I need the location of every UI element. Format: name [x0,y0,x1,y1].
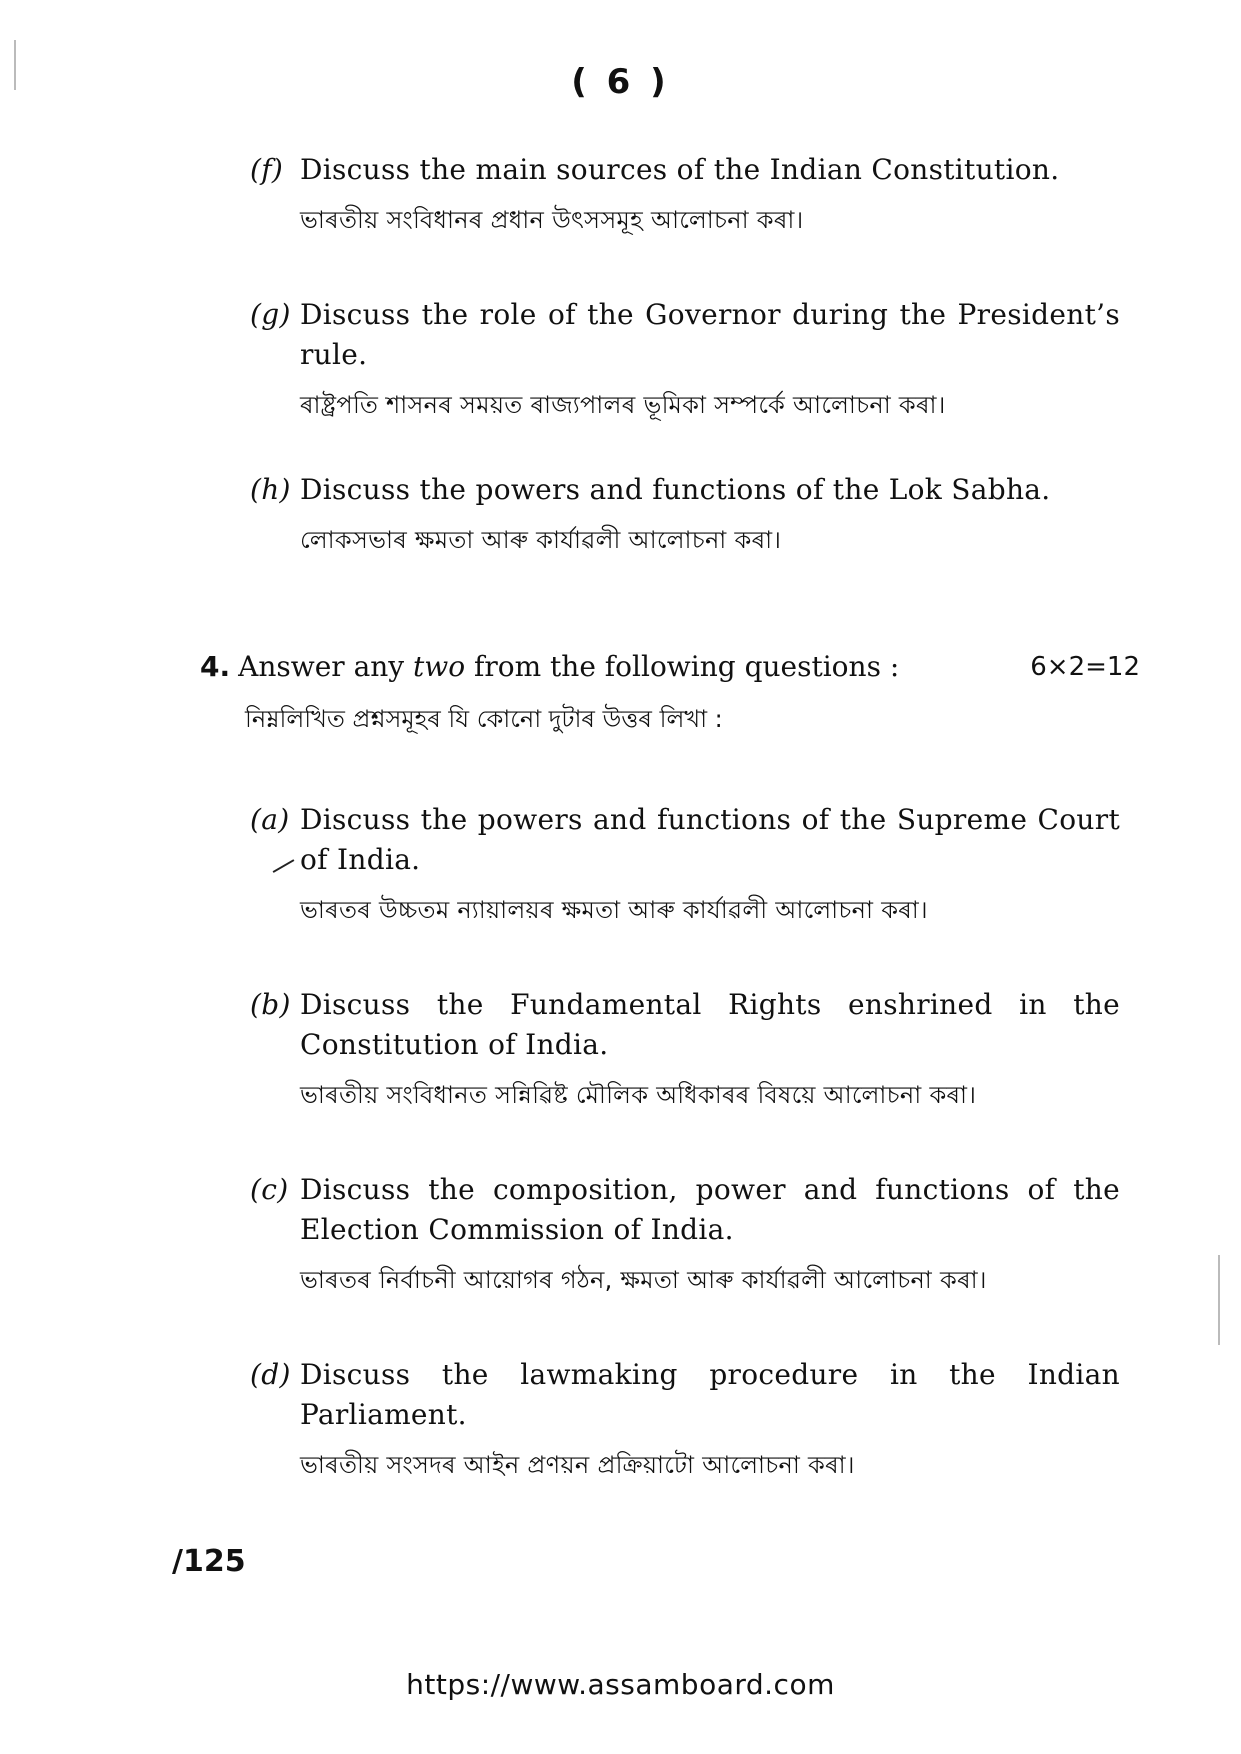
paper-code: /125 [172,1544,246,1579]
question-4b [250,985,1120,1111]
footer-url: https://www.assamboard.com [406,1668,835,1701]
question-text-as: ভাৰতীয় সংবিধানৰ প্ৰধান উৎসসমূহ আলোচনা কৰা। [300,206,804,234]
marks-allocation: 6×2=12 [1030,652,1140,682]
instruction-end: from the following questions : [465,650,900,683]
scan-edge-mark [14,40,16,90]
question-label: (h) [250,473,291,506]
question-label: (g) [250,298,291,331]
question-3f [250,150,1120,236]
question-text-as: ভাৰতৰ নিৰ্বাচনী আয়োগৰ গঠন, ক্ষমতা আৰু কাৰ্যাৱলী আলোচনা কৰা। [300,1266,987,1294]
question-text-en: Discuss the powers and functions of the Supreme Court of India. [300,803,1120,876]
question-text-as: লোকসভাৰ ক্ষমতা আৰু কাৰ্যাৱলী আলোচনা কৰা। [300,526,782,554]
page-number: ( 6 ) [571,62,670,102]
pen-tick-mark [266,847,295,873]
question-text-as: ভাৰতীয় সংসদৰ আইন প্ৰণয়ন প্ৰক্ৰিয়াটো আলোচনা কৰা। [300,1451,855,1479]
question-3g [250,295,1120,421]
section-4-header [200,647,1140,733]
instruction-start: Answer any [238,650,414,683]
question-text-en: Discuss the role of the Governor during the President’s rule. [300,298,1120,371]
question-4c [250,1170,1120,1296]
question-label: (f) [250,153,284,186]
question-text-as: ভাৰতৰ উচ্চতম ন্যায়ালয়ৰ ক্ষমতা আৰু কাৰ্যাৱলী আলোচনা কৰা। [300,896,928,924]
question-label: (b) [250,988,291,1021]
question-label: (a) [250,803,290,836]
question-4a [250,800,1120,926]
question-text-en: Discuss the powers and functions of the Lok Sabha. [300,473,1051,506]
instruction-emphasis: two [413,650,466,683]
scan-edge-mark [1218,1255,1220,1345]
question-text-as: ভাৰতীয় সংবিধানত সন্নিৱিষ্ট মৌলিক অধিকাৰৰ বিষয়ে আলোচনা কৰা। [300,1081,977,1109]
instruction-as: নিম্নলিখিত প্ৰশ্নসমূহৰ যি কোনো দুটাৰ উত্তৰ লিখা : [245,705,723,733]
question-text-en: Discuss the Fundamental Rights enshrined in the Constitution of India. [300,988,1120,1061]
question-label: (d) [250,1358,291,1391]
question-3h [250,470,1120,556]
question-text-en: Discuss the lawmaking procedure in the Indian Parliament. [300,1358,1120,1431]
question-4d [250,1355,1120,1481]
question-text-en: Discuss the main sources of the Indian Constitution. [300,153,1060,186]
question-text-as: ৰাষ্ট্ৰপতি শাসনৰ সময়ত ৰাজ্যপালৰ ভূমিকা সম্পৰ্কে আলোচনা কৰা। [300,391,946,419]
section-number: 4. [200,650,231,683]
question-label: (c) [250,1173,289,1206]
question-text-en: Discuss the composition, power and functions of the Election Commission of India. [300,1173,1120,1246]
